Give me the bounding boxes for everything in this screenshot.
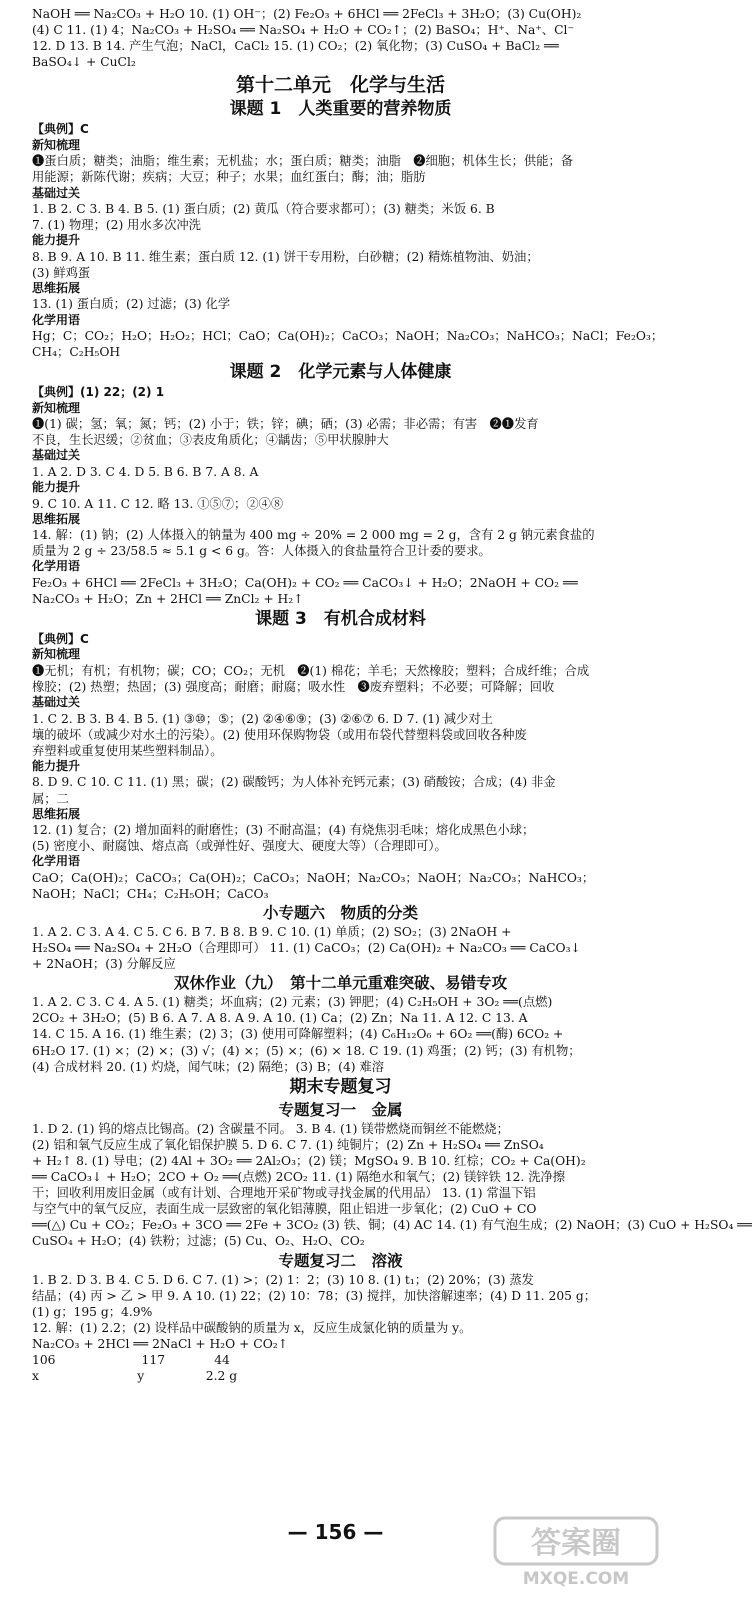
text-line: CH₄；C₂H₅OH — [32, 345, 121, 360]
final-sub1-body — [32, 1121, 752, 1250]
text-line: ❶无机；有机；有机物；碳；CO；CO₂；无机 ❷(1) 棉花；羊毛；天然橡胶；塑料；合成纤维；合成 — [32, 663, 590, 678]
section-label: 化学用语 — [32, 312, 81, 327]
text-line: 属；二 — [32, 791, 69, 806]
text-line: 1. A 2. D 3. C 4. D 5. B 6. B 7. A 8. A — [32, 464, 259, 479]
text-line: Fe₂O₃ + 6HCl ══ 2FeCl₃ + 3H₂O；Ca(OH)₂ + CO₂ ══ CaCO₃↓ + H₂O；2NaOH + CO₂ ══ — [32, 575, 578, 590]
text-line: CuSO₄ + H₂O；(4) 铁粉；过滤；(5) Cu、O₂、H₂O、CO₂ — [32, 1234, 365, 1249]
section-label: 基础过关 — [32, 185, 81, 200]
text-line: 2CO₂ + 3H₂O；(5) B 6. A 7. A 8. A 9. A 10. (1) Ca；(2) Zn；Na 11. A 12. C 13. A — [32, 1011, 528, 1026]
text-line: CaO；Ca(OH)₂；CaCO₃；Ca(OH)₂；CaCO₃；NaOH；Na₂CO₃；NaOH；Na₂CO₃；NaHCO₃； — [32, 870, 595, 885]
text-line: 用能源；新陈代谢；疾病；大豆；种子；水果；血红蛋白；酶；油；脂肪 — [32, 170, 426, 185]
section-label: 能力提升 — [32, 233, 81, 248]
text-line: Na₂CO₃ + H₂O；Zn + 2HCl ══ ZnCl₂ + H₂↑ — [32, 591, 304, 606]
unit-title: 第十二单元 化学与生活 — [235, 74, 445, 97]
text-line: Na₂CO₃ + 2HCl ══ 2NaCl + H₂O + CO₂↑ — [32, 1336, 289, 1351]
watermark-logo — [491, 1512, 661, 1592]
final-sub2-body — [32, 1272, 649, 1385]
lesson3-body — [32, 632, 649, 902]
page-number: — 156 — — [287, 1520, 384, 1544]
lesson2-body — [32, 385, 649, 607]
text-line: 质量为 2 g ÷ 23/58.5 ≈ 5.1 g < 6 g。答：人体摄入的食盐量符合卫计委的要求。 — [32, 544, 491, 559]
text-line: 1. B 2. D 3. B 4. C 5. D 6. C 7. (1) >；(2) 1：2；(3) 10 8. (1) t₁；(2) 20%；(3) 蒸发 — [32, 1272, 534, 1287]
watermark-text: 答案圈 — [531, 1526, 621, 1561]
final-sub1-title: 专题复习一 金属 — [278, 1100, 403, 1119]
special6-title: 小专题六 物质的分类 — [262, 904, 418, 922]
text-line: 7. (1) 物理；(2) 用水多次冲洗 — [32, 218, 201, 233]
text-line: (4) 合成材料 20. (1) 灼烧，闻气味；(2) 隔绝；(3) B；(4) 难溶 — [32, 1059, 385, 1074]
lesson2-title: 课题 2 化学元素与人体健康 — [229, 362, 452, 383]
section-label: 思维拓展 — [32, 511, 81, 526]
section-label: 新知梳理 — [32, 400, 81, 415]
section-label: 新知梳理 — [32, 137, 81, 152]
text-line: 1. A 2. C 3. A 4. C 5. C 6. B 7. B 8. B 9. C 10. (1) 单质；(2) SO₂；(3) 2NaOH + — [32, 925, 512, 939]
final-title: 期末专题复习 — [289, 1076, 392, 1097]
text-line: (4) C 11. (1) 4；Na₂CO₃ + H₂SO₄ ══ Na₂SO₄ + H₂O + CO₂↑；(2) BaSO₄；H⁺、Na⁺、Cl⁻ — [32, 23, 574, 38]
text-line: ══ CaCO₃↓ + H₂O；2CO + O₂ ══(点燃) 2CO₂ 11. (1) 隔绝水和氧气；(2) 镁锌铁 12. 洗净擦 — [32, 1170, 566, 1185]
watermark-url: MXQE.COM — [522, 1569, 630, 1589]
text-line: ❶蛋白质；糖类；油脂；维生素；无机盐；水；蛋白质；糖类；油脂 ❷细胞；机体生长；供能；备 — [32, 154, 574, 169]
special6-body — [32, 924, 649, 972]
text-line: 8. B 9. A 10. B 11. 维生素；蛋白质 12. (1) 饼干专用粉，白砂糖；(2) 精炼植物油、奶油； — [32, 249, 539, 264]
top-answers — [32, 6, 649, 70]
double9-body — [32, 994, 649, 1074]
text-line: 12. D 13. B 14. 产生气泡；NaCl，CaCl₂ 15. (1) CO₂；(2) 氧化物；(3) CuSO₄ + BaCl₂ ══ — [32, 39, 559, 54]
text-line: 壤的破坏（或减少对水土的污染）。(2) 使用环保购物袋（或用布袋代替塑料袋或回收各种废 — [32, 727, 527, 742]
text-line: 9. C 10. A 11. C 12. 略 13. ①⑤⑦；②④⑧ — [32, 496, 284, 511]
section-label: 【典例】(1) 22；(2) 1 — [32, 385, 165, 400]
text-line: (5) 密度小、耐腐蚀、熔点高（或弹性好、强度大、硬度大等）（合理即可）。 — [32, 839, 447, 854]
text-line: NaOH ══ Na₂CO₃ + H₂O 10. (1) OH⁻；(2) Fe₂O₃ + 6HCl ══ 2FeCl₃ + 3H₂O；(3) Cu(OH)₂ — [32, 7, 582, 21]
text-line: ❶(1) 碳；氢；氧；氮；钙；(2) 小于；铁；锌；碘；硒；(3) 必需；非必需；有害 ❷❶发育 — [32, 417, 539, 432]
text-line: ══(△) Cu + CO₂；Fe₂O₃ + 3CO ══ 2Fe + 3CO₂ (3) 铁、铜；(4) AC 14. (1) 有气泡生成；(2) NaOH；(3) CuO + H₂SO₄ ══ — [32, 1218, 752, 1233]
text-line: 13. (1) 蛋白质；(2) 过滤；(3) 化学 — [32, 297, 231, 312]
text-line: 6H₂O 17. (1) ×；(2) ×；(3) √；(4) ×；(5) ×；(6) × 18. C 19. (1) 鸡蛋；(2) 钙；(3) 有机物； — [32, 1043, 581, 1058]
final-sub2-title: 专题复习二 溶液 — [278, 1251, 403, 1270]
section-label: 基础过关 — [32, 695, 81, 710]
section-label: 基础过关 — [32, 448, 81, 463]
section-label: 【典例】C — [32, 631, 89, 646]
section-label: 化学用语 — [32, 854, 81, 869]
text-line: 弃塑料或重复使用某些塑料制品）。 — [32, 743, 223, 758]
text-line: BaSO₄↓ + CuCl₂ — [32, 55, 136, 70]
text-line: + H₂↑ 8. (1) 导电；(2) 4Al + 3O₂ ══ 2Al₂O₃；(2) 镁；MgSO₄ 9. B 10. 红棕；CO₂ + Ca(OH)₂ — [32, 1153, 586, 1168]
text-line: 1. D 2. (1) 钨的熔点比锡高。(2) 含碳量不同。 3. B 4. (1) 镁带燃烧而铜丝不能燃烧； — [32, 1121, 509, 1136]
text-line: 106 117 44 — [32, 1352, 230, 1367]
text-line: 1. B 2. C 3. B 4. B 5. (1) 蛋白质；(2) 黄瓜（符合要求都可）；(3) 糖类；米饭 6. B — [32, 202, 495, 217]
text-line: (3) 鲜鸡蛋 — [32, 265, 91, 280]
section-label: 新知梳理 — [32, 647, 81, 662]
text-line: 14. C 15. A 16. (1) 维生素；(2) 3；(3) 使用可降解塑料；(4) C₆H₁₂O₆ + 6O₂ ══(酶) 6CO₂ + — [32, 1027, 564, 1042]
double9-title: 双休作业（九） 第十二单元重难突破、易错专攻 — [173, 974, 508, 993]
text-line: NaOH；NaCl；CH₄；C₂H₅OH；CaCO₃ — [32, 886, 269, 901]
text-line: x y 2.2 g — [32, 1369, 238, 1384]
text-line: H₂SO₄ ══ Na₂SO₄ + 2H₂O（合理即可） 11. (1) CaCO₃；(2) Ca(OH)₂ + Na₂CO₃ ══ CaCO₃↓ — [32, 941, 581, 956]
text-line: 1. A 2. C 3. C 4. A 5. (1) 糖类；坏血病；(2) 元素；(3) 钾肥；(4) C₂H₅OH + 3O₂ ══(点燃) — [32, 995, 553, 1010]
text-line: Hg；C；CO₂；H₂O；H₂O₂；HCl；CaO；Ca(OH)₂；CaCO₃；NaOH；Na₂CO₃；NaHCO₃；NaCl；Fe₂O₃； — [32, 329, 664, 344]
text-line: 结晶；(4) 丙 > 乙 > 甲 9. A 10. (1) 22；(2) 10：78；(3) 搅拌，加快溶解速率；(4) D 11. 205 g； — [32, 1288, 597, 1303]
lesson3-title: 课题 3 有机合成材料 — [255, 608, 426, 629]
section-label: 化学用语 — [32, 559, 81, 574]
text-line: 12. (1) 复合；(2) 增加面料的耐磨性；(3) 不耐高温；(4) 有烧焦羽毛味；熔化成黑色小球； — [32, 823, 535, 838]
text-line: (1) g；195 g；4.9% — [32, 1304, 153, 1319]
text-line: + 2NaOH；(3) 分解反应 — [32, 957, 176, 972]
text-line: 不良，生长迟缓；②贫血；③表皮角质化；④龋齿；⑤甲状腺肿大 — [32, 433, 389, 448]
text-line: 橡胶；(2) 热塑；热固；(3) 强度高；耐磨；耐腐；吸水性 ❸废弃塑料；不必要；可降解；回收 — [32, 680, 555, 695]
text-line: 与空气中的氧气反应，表面生成一层致密的氧化铝薄膜，阻止铝进一步氧化；(2) CuO + CO — [32, 1202, 537, 1217]
text-line: 8. D 9. C 10. C 11. (1) 黑；碳；(2) 碳酸钙；为人体补充钙元素；(3) 硝酸铵；合成；(4) 非金 — [32, 775, 556, 790]
text-line: 1. C 2. B 3. B 4. B 5. (1) ③⑩；⑤；(2) ②④⑥⑨；(3) ②⑥⑦ 6. D 7. (1) 减少对土 — [32, 711, 493, 726]
lesson1-title: 课题 1 人类重要的营养物质 — [229, 99, 452, 120]
text-line: 12. 解：(1) 2.2；(2) 设样品中碳酸钠的质量为 x，反应生成氯化钠的质量为 y。 — [32, 1320, 472, 1335]
section-label: 思维拓展 — [32, 806, 81, 821]
section-label: 【典例】C — [32, 122, 89, 137]
text-line: (2) 铝和氧气反应生成了氧化铝保护膜 5. D 6. C 7. (1) 纯铜片；(2) Zn + H₂SO₄ ══ ZnSO₄ — [32, 1137, 544, 1152]
lesson1-body — [32, 122, 664, 360]
text-line: 干；回收利用废旧金属（或有计划、合理地开采矿物或寻找金属的代用品） 13. (1) 常温下铝 — [32, 1186, 536, 1201]
section-label: 能力提升 — [32, 758, 81, 773]
section-label: 思维拓展 — [32, 280, 81, 295]
section-label: 能力提升 — [32, 480, 81, 494]
text-line: 14. 解：(1) 钠；(2) 人体摄入的钠量为 400 mg ÷ 20% = 2 000 mg = 2 g，含有 2 g 钠元素食盐的 — [32, 528, 595, 543]
